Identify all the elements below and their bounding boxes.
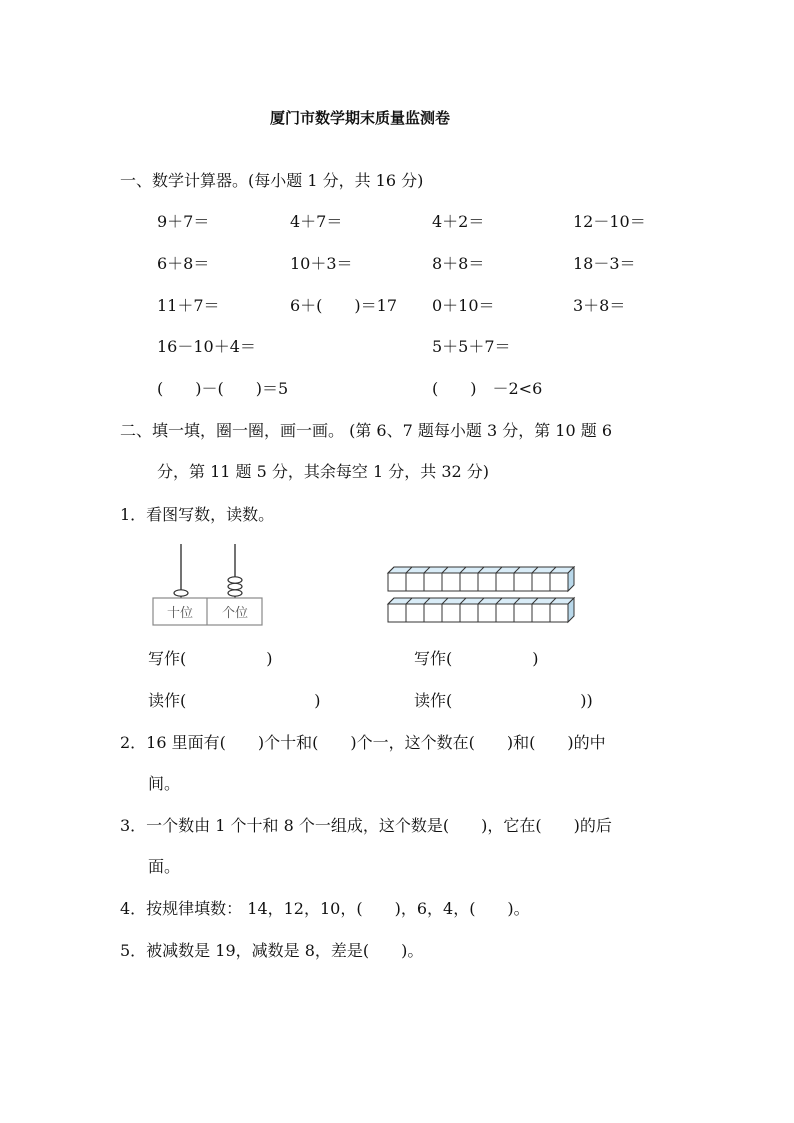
equation: 11＋7＝ (157, 296, 220, 315)
abacus-bead (228, 583, 242, 589)
equation: 3＋8＝ (573, 296, 626, 315)
equation: ( ) －2<6 (432, 379, 543, 398)
question-4: 4．按规律填数： 14，12，10，( )，6，4，( )。 (120, 899, 530, 918)
equation: 9＋7＝ (157, 212, 210, 231)
equation: 4＋7＝ (290, 212, 343, 231)
write-answer-left: 写作( ) (148, 649, 273, 668)
unit-cube (550, 604, 568, 622)
unit-cube (514, 604, 532, 622)
equation: 6＋( )＝17 (290, 296, 398, 315)
question-1-prompt: 1．看图写数，读数。 (120, 505, 275, 524)
unit-cube (460, 573, 478, 591)
equation: 0＋10＝ (432, 296, 495, 315)
equation: 5＋5＋7＝ (432, 337, 511, 356)
section-2-heading-cont: 分，第 11 题 5 分，其余每空 1 分，共 32 分) (157, 462, 490, 481)
read-answer-left: 读作( ) (148, 691, 321, 710)
section-2-heading: 二、填一填，圈一圈，画一画。 (第 6、7 题每小题 3 分，第 10 题 6 (120, 421, 613, 440)
question-3-cont: 面。 (148, 857, 181, 876)
equation: ( )－( )＝5 (157, 379, 289, 398)
unit-cube (550, 573, 568, 591)
question-2: 2．16 里面有( )个十和( )个一，这个数在( )和( )的中 (120, 733, 606, 752)
unit-cube (442, 573, 460, 591)
question-3: 3．一个数由 1 个十和 8 个一组成，这个数是( )，它在( )的后 (120, 816, 612, 835)
write-answer-right: 写作( ) (414, 649, 539, 668)
abacus-bead (228, 590, 242, 596)
unit-cube (460, 604, 478, 622)
unit-cube (478, 573, 496, 591)
abacus-bead (174, 590, 188, 596)
unit-cube (406, 604, 424, 622)
abacus-figure (150, 540, 265, 630)
read-answer-right: 读作( )) (414, 691, 593, 710)
abacus-ones-label: 个位 (221, 606, 249, 621)
unit-cube (406, 573, 424, 591)
equation: 4＋2＝ (432, 212, 485, 231)
unit-cube (496, 604, 514, 622)
abacus-bead (228, 577, 242, 583)
equation: 6＋8＝ (157, 254, 210, 273)
unit-cube (388, 604, 406, 622)
abacus-ones-beads (228, 577, 242, 596)
equation: 10＋3＝ (290, 254, 353, 273)
equation: 18－3＝ (573, 254, 636, 273)
unit-cube (514, 573, 532, 591)
unit-cube (442, 604, 460, 622)
cubes-figure (384, 566, 580, 628)
unit-cube (496, 573, 514, 591)
equation: 16－10＋4＝ (157, 337, 256, 356)
equation: 12－10＝ (573, 212, 646, 231)
equation: 8＋8＝ (432, 254, 485, 273)
question-5: 5．被减数是 19，减数是 8，差是( )。 (120, 941, 424, 960)
abacus-tens-beads (174, 590, 188, 596)
question-2-cont: 间。 (148, 774, 181, 793)
unit-cube (532, 573, 550, 591)
page-title: 厦门市数学期末质量监测卷 (270, 109, 451, 127)
unit-cube (424, 573, 442, 591)
unit-cube (478, 604, 496, 622)
section-1-heading: 一、数学计算器。(每小题 1 分，共 16 分) (120, 171, 424, 190)
abacus-tens-label: 十位 (166, 606, 194, 621)
unit-cube (424, 604, 442, 622)
unit-cube (388, 573, 406, 591)
unit-cube (532, 604, 550, 622)
